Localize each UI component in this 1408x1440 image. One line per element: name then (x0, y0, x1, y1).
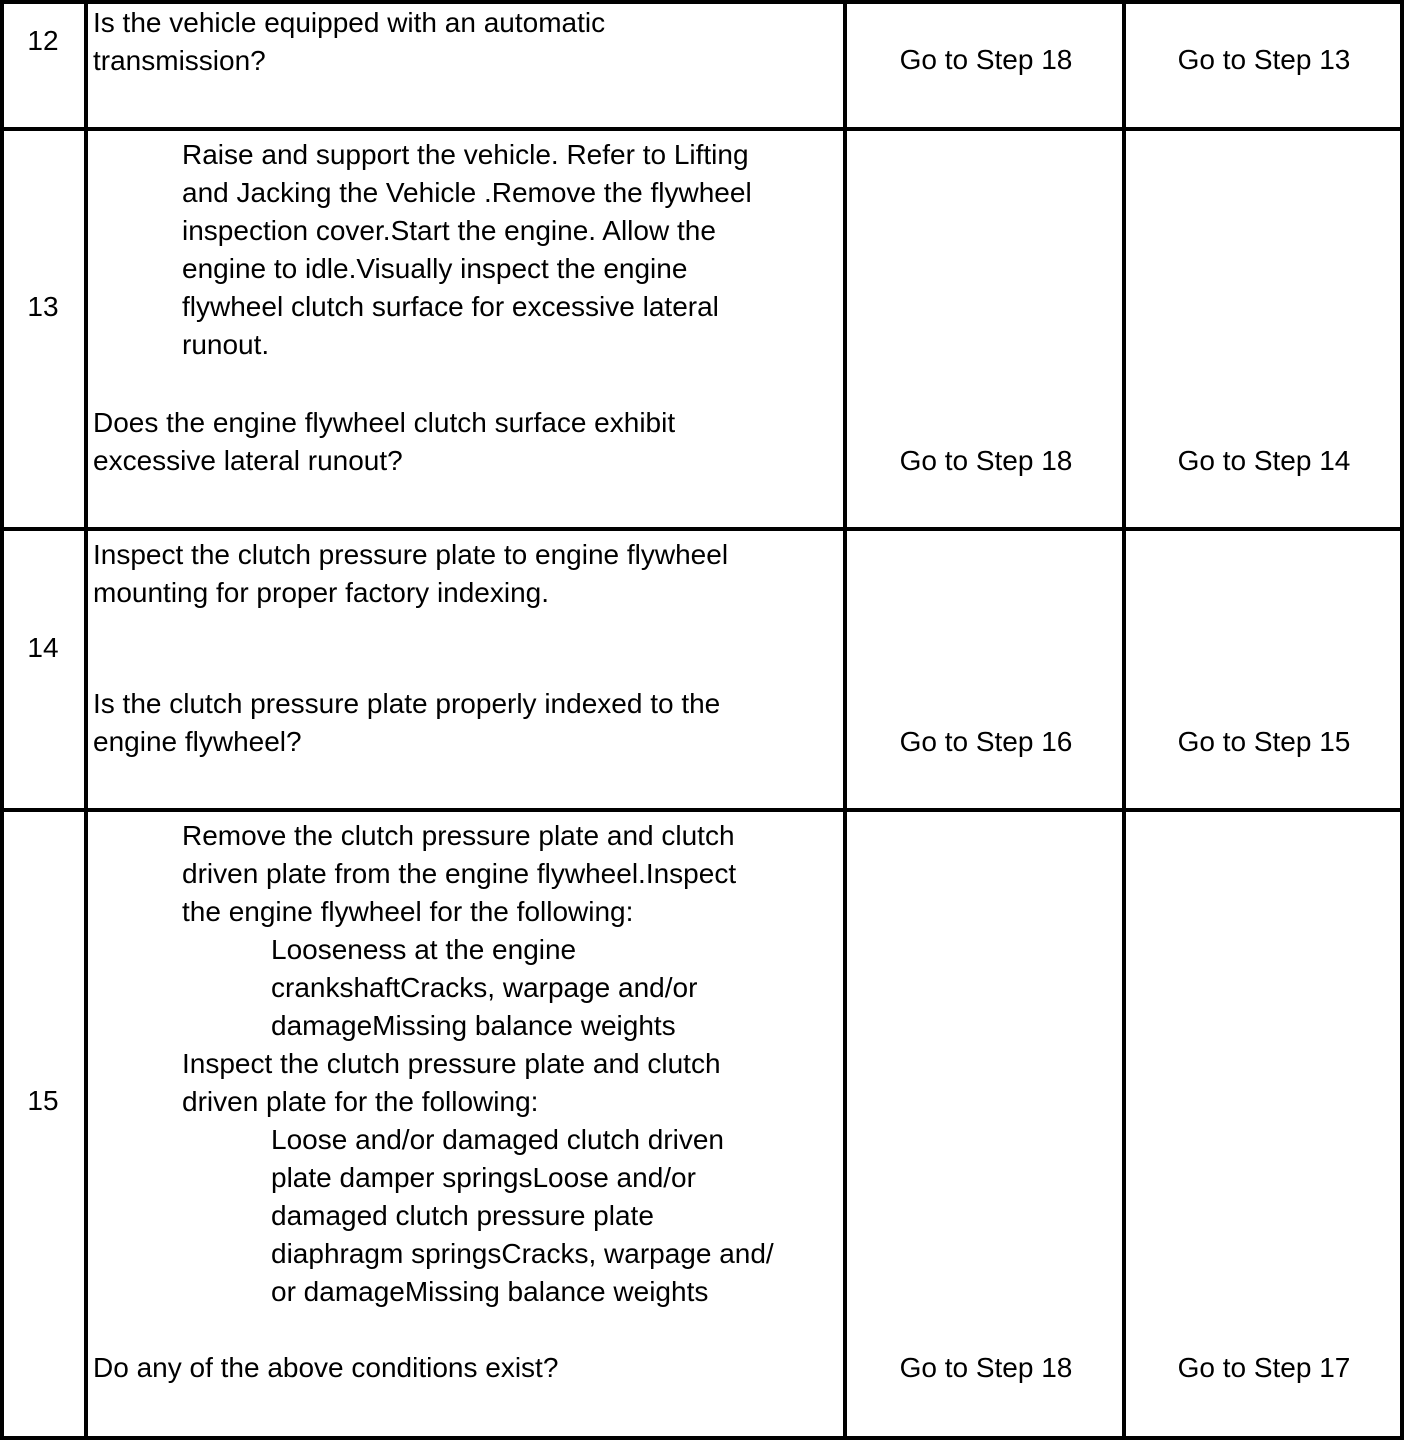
condition-line: diaphragm springsCracks, warpage and/ (271, 1238, 774, 1269)
question-line: engine flywheel? (93, 726, 302, 757)
action-line: inspection cover.Start the engine. Allow the (182, 215, 716, 246)
yes-result: Go to Step 18 (899, 445, 1073, 476)
step-number: 12 (27, 25, 59, 56)
question-line: Do any of the above conditions exist? (93, 1352, 559, 1383)
question-line: Does the engine flywheel clutch surface exhibit (93, 407, 676, 438)
action-line: Raise and support the vehicle. Refer to Lifting (182, 139, 749, 170)
question-line: Is the clutch pressure plate properly indexed to the (93, 688, 721, 719)
yes-result: Go to Step 18 (899, 1352, 1073, 1383)
condition-line: plate damper springsLoose and/or (271, 1162, 696, 1193)
table-row-step-15 (0, 809, 1404, 1437)
action-text (93, 1045, 843, 1121)
action-line: Inspect the clutch pressure plate and clutch (182, 1048, 721, 1079)
action-line: runout. (182, 329, 270, 360)
step-description (93, 817, 843, 1311)
action-text (93, 136, 843, 364)
action-line: driven plate from the engine flywheel.Inspect (182, 858, 737, 889)
yes-result: Go to Step 18 (899, 44, 1073, 75)
table-row-step-13 (0, 128, 1404, 528)
question-line: excessive lateral runout? (93, 445, 403, 476)
step-number: 14 (27, 632, 59, 663)
condition-line: damageMissing balance weights (271, 1010, 676, 1041)
action-text (93, 817, 843, 931)
action-line: engine to idle.Visually inspect the engine (182, 253, 688, 284)
condition-line: Looseness at the engine (271, 934, 577, 965)
step-description (93, 536, 843, 612)
condition-list (93, 1121, 843, 1311)
condition-line: or damageMissing balance weights (271, 1276, 709, 1307)
description-line: transmission? (93, 45, 266, 76)
description-line: Is the vehicle equipped with an automatic (93, 7, 606, 38)
step-description (93, 4, 843, 80)
no-result: Go to Step 13 (1177, 44, 1351, 75)
yes-result: Go to Step 16 (899, 726, 1073, 757)
condition-list (93, 931, 843, 1045)
action-line: driven plate for the following: (182, 1086, 539, 1117)
action-line: Inspect the clutch pressure plate to engine flywheel (93, 539, 729, 570)
step-number: 13 (27, 291, 59, 322)
step-question (93, 1349, 843, 1387)
no-result: Go to Step 14 (1177, 445, 1351, 476)
condition-line: Loose and/or damaged clutch driven (271, 1124, 724, 1155)
step-number: 15 (27, 1085, 59, 1116)
table-row-step-12 (0, 0, 1404, 128)
table-row-step-14 (0, 528, 1404, 809)
action-line: flywheel clutch surface for excessive lateral (182, 291, 719, 322)
condition-line: crankshaftCracks, warpage and/or (271, 972, 698, 1003)
action-line: mounting for proper factory indexing. (93, 577, 550, 608)
action-line: and Jacking the Vehicle .Remove the flywheel (182, 177, 752, 208)
action-line: the engine flywheel for the following: (182, 896, 634, 927)
no-result: Go to Step 15 (1177, 726, 1351, 757)
no-result: Go to Step 17 (1177, 1352, 1351, 1383)
action-line: Remove the clutch pressure plate and clutch (182, 820, 735, 851)
step-question (93, 404, 843, 480)
step-description (93, 136, 843, 364)
step-question (93, 685, 843, 761)
condition-line: damaged clutch pressure plate (271, 1200, 654, 1231)
